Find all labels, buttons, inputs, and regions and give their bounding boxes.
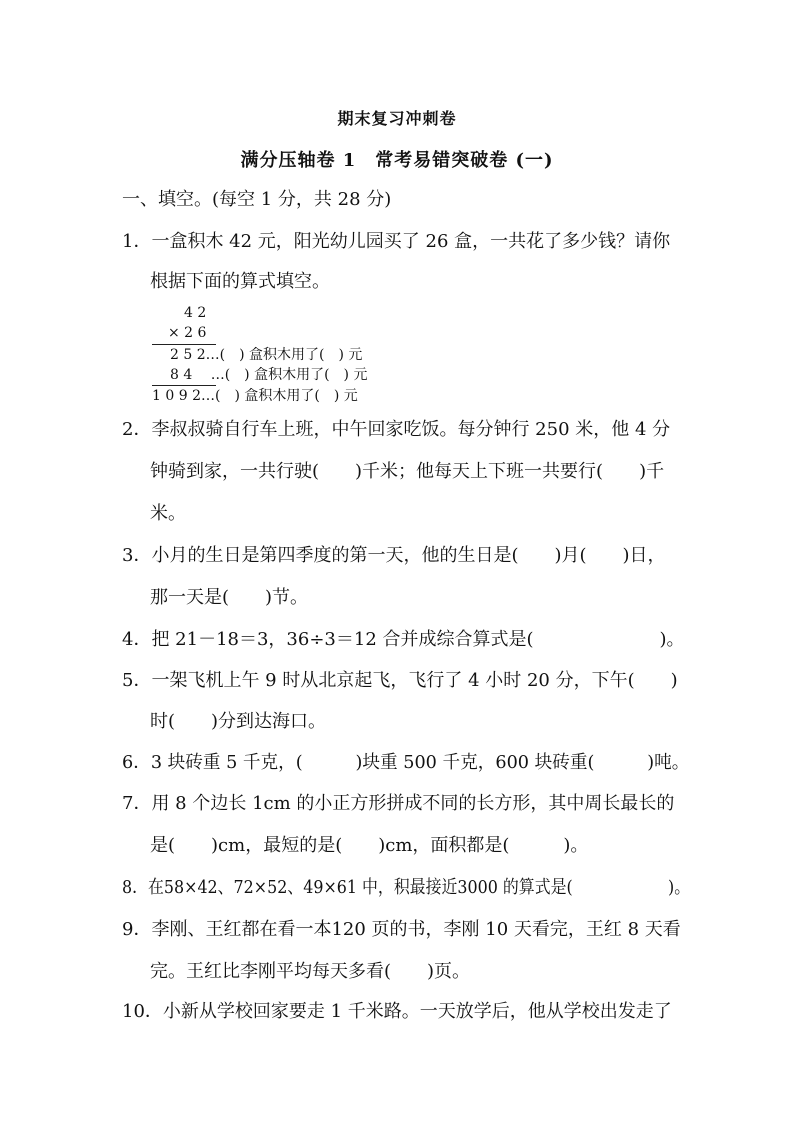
question-7-line-2: 是( )cm，最短的是( )cm，面积都是( )。 bbox=[150, 835, 589, 856]
question-2-line-2: 钟骑到家，一共行驶( )千米；他每天上下班一共要行( )千 bbox=[150, 461, 665, 482]
question-6-line-1: 6．3 块砖重 5 千克，( )块重 500 千克，600 块砖重( )吨。 bbox=[122, 752, 690, 773]
question-1-line-1: 1．一盒积木 42 元，阳光幼儿园买了 26 盒，一共花了多少钱？请你 bbox=[122, 231, 671, 252]
question-2-line-3: 米。 bbox=[150, 503, 186, 524]
question-9-line-1: 9．李刚、王红都在看一本120 页的书，李刚 10 天看完，王红 8 天看 bbox=[122, 919, 681, 940]
question-2-line-1: 2．李叔叔骑自行车上班，中午回家吃饭。每分钟行 250 米，他 4 分 bbox=[122, 419, 671, 440]
section-heading: 一、填空。(每空 1 分，共 28 分) bbox=[122, 189, 392, 210]
question-9-line-2: 完。王红比李刚平均每天多看( )页。 bbox=[150, 961, 471, 982]
question-5-line-2: 时( )分到达海口。 bbox=[150, 711, 327, 732]
question-8-line-1: 8．在58×42、72×52、49×61 中，积最接近3000 的算式是( )。 bbox=[122, 877, 691, 898]
question-5-line-1: 5．一架飞机上午 9 时从北京起飞，飞行了 4 小时 20 分，下午( ) bbox=[122, 670, 678, 691]
question-3-line-2: 那一天是( )节。 bbox=[150, 587, 309, 608]
calc-row-4: 8 4 …( ) 盒积木用了( ) 元 bbox=[170, 367, 368, 383]
question-7-line-1: 7．用 8 个边长 1cm 的小正方形拼成不同的长方形，其中周长最长的 bbox=[122, 793, 675, 814]
calc-row-5: 1 0 9 2…( ) 盒积木用了( ) 元 bbox=[152, 388, 358, 404]
calc-row-2: × 2 6 bbox=[168, 325, 207, 341]
question-3-line-1: 3．小月的生日是第四季度的第一天，他的生日是( )月( )日， bbox=[122, 545, 666, 566]
calc-row-1: 4 2 bbox=[184, 305, 207, 321]
calc-rule-2 bbox=[152, 385, 216, 386]
question-1-line-2: 根据下面的算式填空。 bbox=[150, 271, 330, 292]
calc-row-3: 2 5 2…( ) 盒积木用了( ) 元 bbox=[170, 347, 363, 363]
question-4-line-1: 4．把 21－18＝3，36÷3＝12 合并成综合算式是( )。 bbox=[122, 629, 685, 650]
page-title: 期末复习冲刺卷 bbox=[337, 109, 457, 128]
calc-rule-1 bbox=[152, 344, 216, 345]
page-subtitle: 满分压轴卷 1 常考易错突破卷 (一) bbox=[240, 150, 554, 171]
question-10-line-1: 10．小新从学校回家要走 1 千米路。一天放学后，他从学校出发走了 bbox=[122, 1001, 672, 1022]
